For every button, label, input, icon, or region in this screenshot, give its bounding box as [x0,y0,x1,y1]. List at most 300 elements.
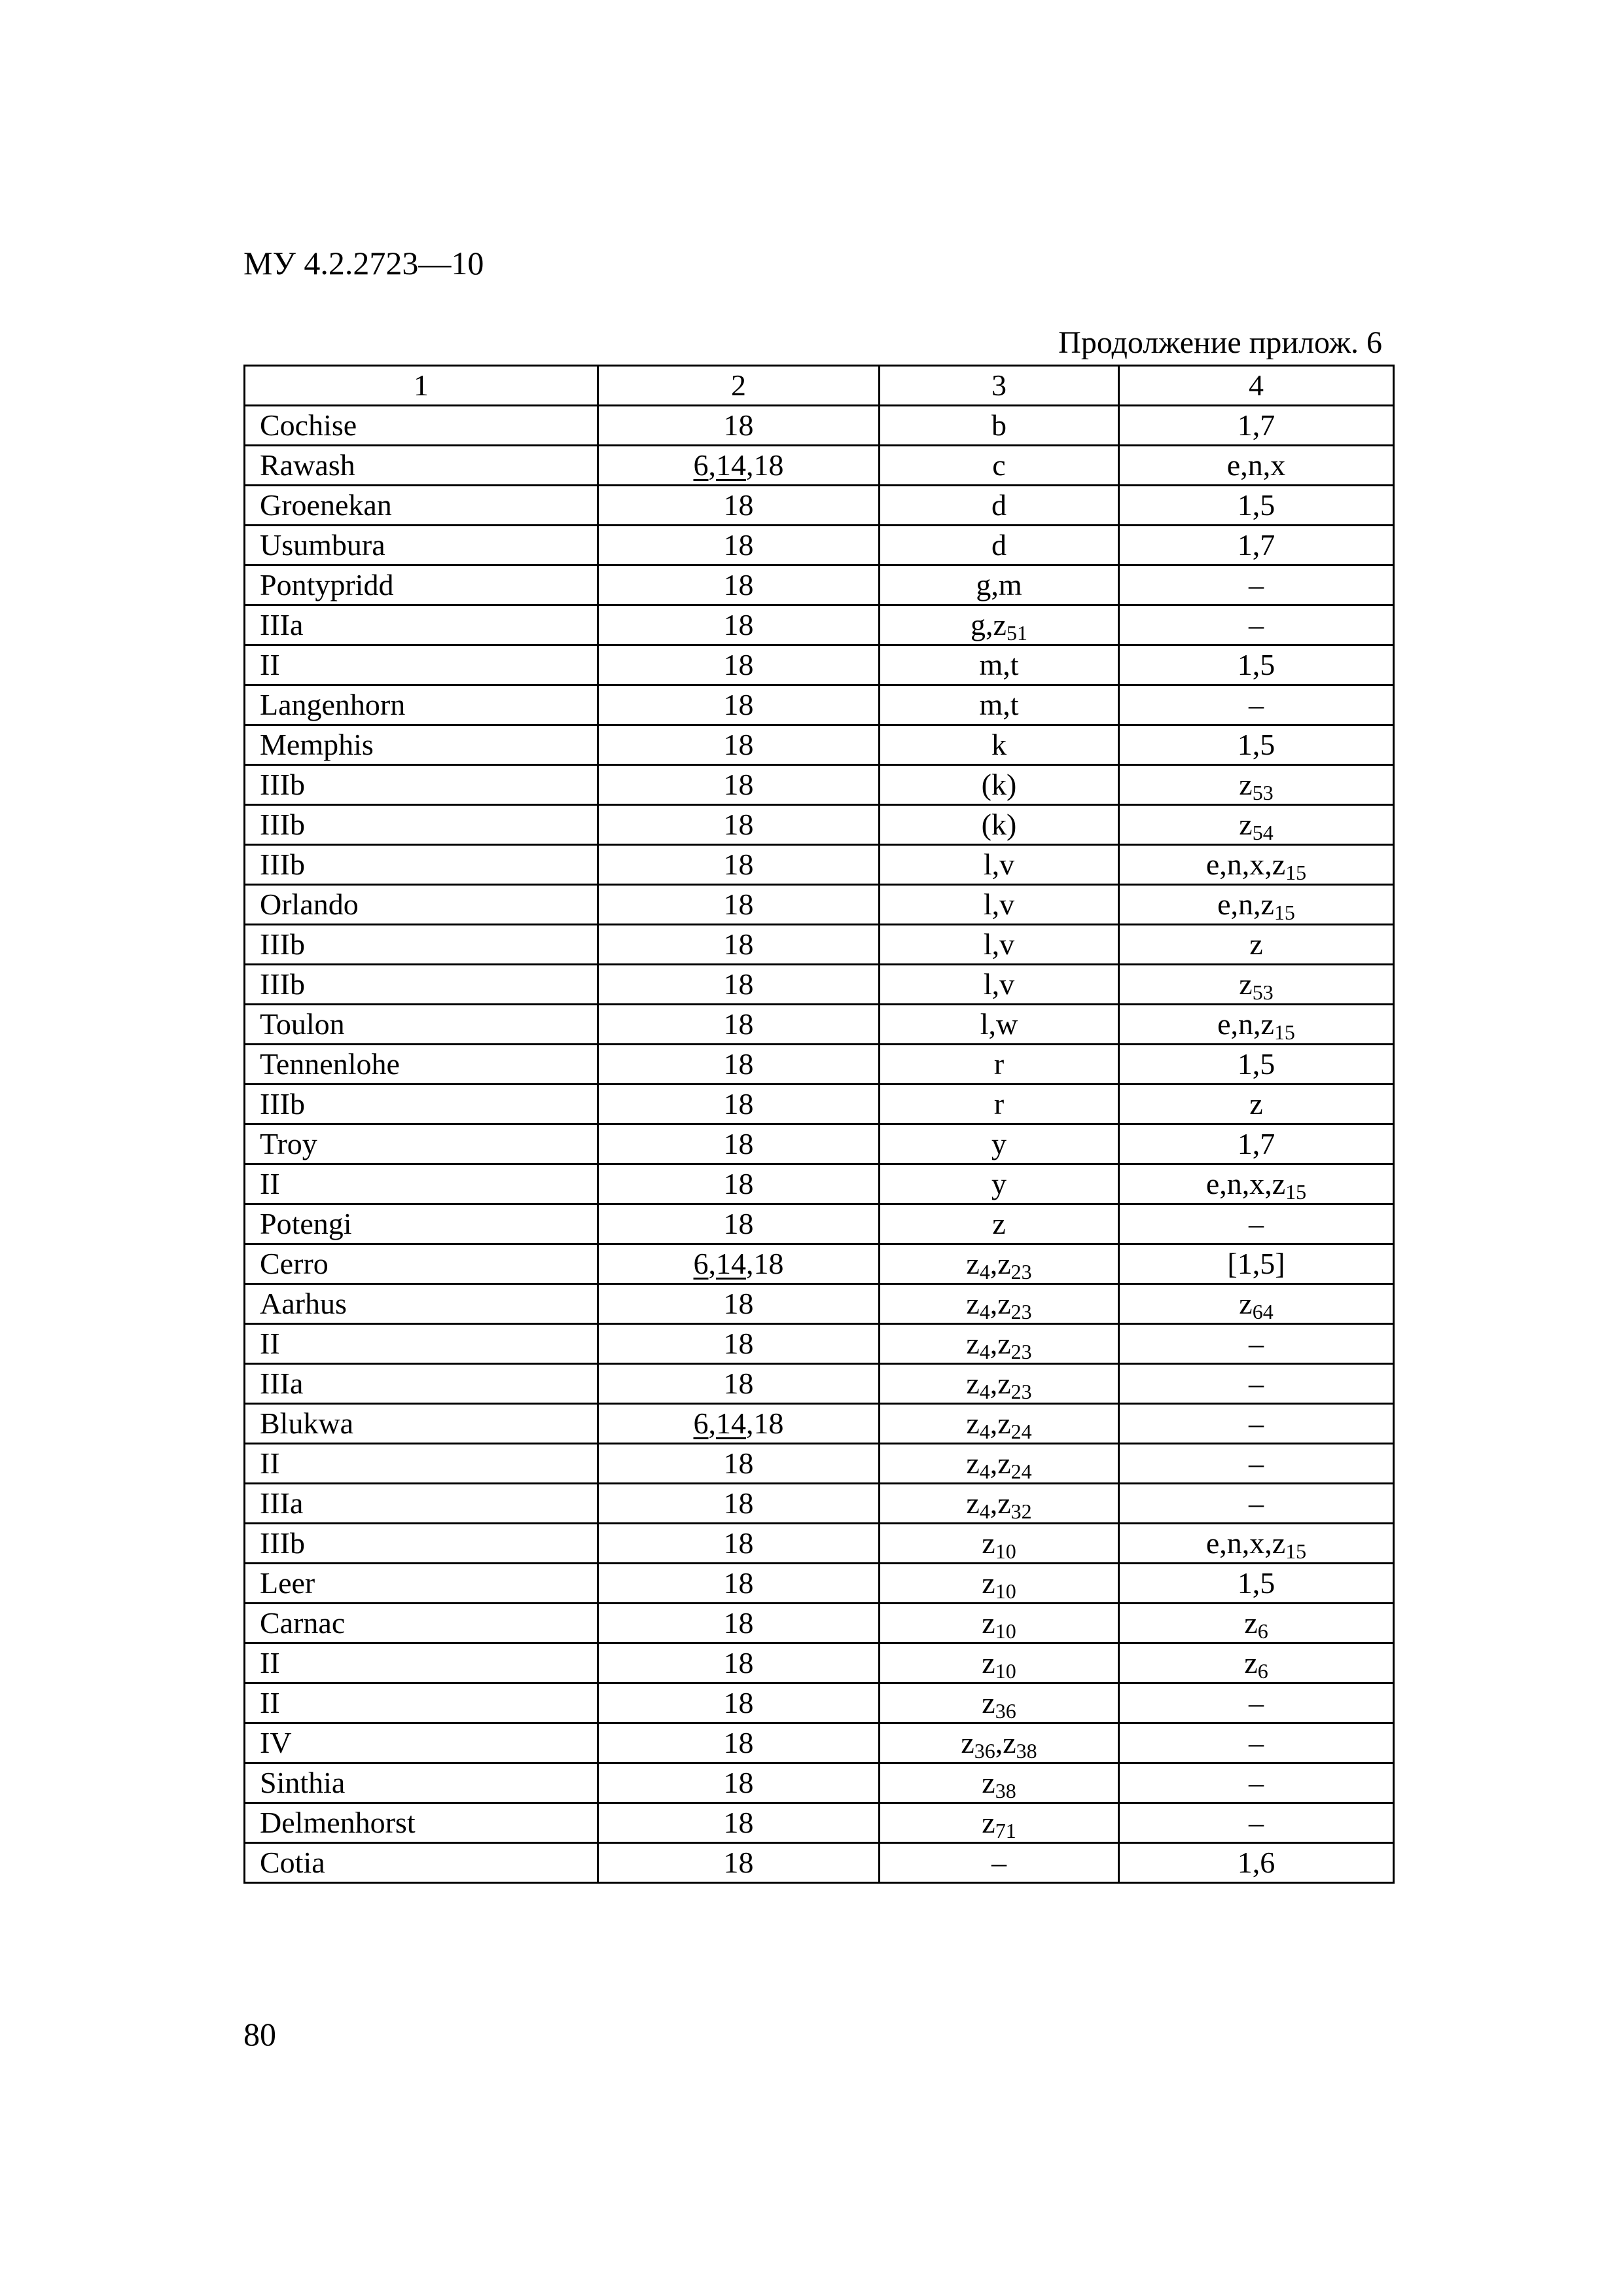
table-row [245,725,1394,765]
cell-text: 1,7 [1237,528,1275,562]
cell-text: 18 [723,1486,754,1520]
serovar-name-cell: Sinthia [245,1763,598,1803]
cell-text: 18 [723,1007,754,1041]
subscript-text: 15 [1285,1539,1307,1563]
h-antigen-phase2-cell [1119,925,1394,965]
cell-text: z [992,1207,1006,1240]
serovar-name-cell: Potengi [245,1204,598,1244]
cell-text: z [1244,1646,1258,1679]
cell-text: z [1244,1606,1258,1640]
o-antigen-cell [598,1763,880,1803]
o-antigen-cell [598,605,880,645]
cell-text: 18 [723,1446,754,1480]
h-antigen-phase1-cell [880,645,1119,685]
serovar-name-cell: Cerro [245,1244,598,1284]
cell-text: – [1249,1327,1264,1360]
o-antigen-cell [598,486,880,526]
o-antigen-cell [598,645,880,685]
cell-text: 18 [723,1047,754,1081]
cell-text: 1,5 [1237,648,1275,681]
cell-text: g,z [971,608,1007,641]
h-antigen-phase1-cell [880,1604,1119,1643]
cell-text: – [1249,1367,1264,1400]
h-antigen-phase2-cell [1119,965,1394,1005]
cell-text: – [1249,568,1264,601]
cell-text: b [991,408,1007,442]
cell-text: ,18 [746,448,784,482]
serovar-name-cell: IIIb [245,765,598,805]
h-antigen-phase1-cell [880,1803,1119,1843]
cell-text: y [991,1167,1007,1200]
serovar-name-cell: IIIa [245,1364,598,1404]
table-row [245,1803,1394,1843]
table-row [245,1085,1394,1124]
cell-text: 18 [723,488,754,522]
h-antigen-phase2-cell [1119,1604,1394,1643]
underlined-text: 6 [693,448,709,482]
serovar-name-cell: II [245,1683,598,1723]
o-antigen-cell [598,406,880,446]
subscript-text: 10 [995,1539,1016,1563]
h-antigen-phase1-cell [880,1204,1119,1244]
table-row [245,446,1394,486]
cell-text: m,t [979,688,1019,721]
table-row [245,406,1394,446]
cell-text: 1,6 [1237,1846,1275,1879]
o-antigen-cell [598,1683,880,1723]
h-antigen-phase1-cell [880,1843,1119,1883]
o-antigen-cell [598,1643,880,1683]
cell-text: e,n,z [1217,888,1274,921]
table-row [245,1524,1394,1564]
table-row [245,805,1394,845]
table-row [245,1843,1394,1883]
h-antigen-phase2-cell [1119,1284,1394,1324]
page-number: 80 [243,2016,276,2053]
cell-text: 18 [723,1806,754,1839]
underlined-text: 14 [716,1407,746,1440]
serovar-name-cell: IIIb [245,965,598,1005]
serovar-name-cell: IIIb [245,1524,598,1564]
underlined-text: 14 [716,1247,746,1280]
subscript-text: 4 [979,1300,990,1323]
h-antigen-phase1-cell [880,685,1119,725]
cell-text: z [1239,768,1253,801]
cell-text: – [1249,1446,1264,1480]
cell-text: y [991,1127,1007,1160]
cell-text: 1,5 [1237,488,1275,522]
cell-text: z [982,1646,995,1679]
cell-text: e,n,x,z [1205,848,1286,881]
h-antigen-phase1-cell [880,1164,1119,1204]
h-antigen-phase2-cell [1119,1643,1394,1683]
cell-text: , [708,1247,716,1280]
table-row [245,925,1394,965]
cell-text: 1,7 [1237,408,1275,442]
h-antigen-phase2-cell [1119,1803,1394,1843]
o-antigen-cell [598,1085,880,1124]
table-row [245,486,1394,526]
table-row [245,1124,1394,1164]
h-antigen-phase1-cell [880,1484,1119,1524]
cell-text: z [1249,927,1263,961]
table-row [245,1284,1394,1324]
h-antigen-phase2-cell [1119,406,1394,446]
cell-text: z [966,1327,980,1360]
o-antigen-cell [598,925,880,965]
cell-text: z [966,1486,980,1520]
subscript-text: 10 [995,1619,1016,1643]
o-antigen-cell [598,1803,880,1843]
serovar-name-cell: Memphis [245,725,598,765]
table-row [245,605,1394,645]
cell-text: (k) [981,768,1017,801]
cell-text: l,w [980,1007,1018,1041]
cell-text: z [1239,808,1253,841]
o-antigen-cell [598,1484,880,1524]
table-row [245,1404,1394,1444]
serovar-name-cell: IIIb [245,845,598,885]
cell-text: – [1249,1407,1264,1440]
subscript-text: 36 [974,1739,995,1763]
cell-text: – [1249,1207,1264,1240]
serovar-name-cell: II [245,1643,598,1683]
h-antigen-phase2-cell [1119,446,1394,486]
subscript-text: 71 [995,1819,1016,1842]
cell-text: z [966,1367,980,1400]
cell-text: z [982,1766,995,1799]
subscript-text: 6 [1257,1619,1268,1643]
h-antigen-phase1-cell [880,1524,1119,1564]
h-antigen-phase2-cell [1119,1683,1394,1723]
cell-text: – [1249,1766,1264,1799]
cell-text: 18 [723,1566,754,1600]
h-antigen-phase2-cell [1119,1484,1394,1524]
cell-text: (k) [981,808,1017,841]
o-antigen-cell [598,1843,880,1883]
h-antigen-phase2-cell [1119,1723,1394,1763]
cell-text: e,n,x,z [1205,1526,1286,1560]
cell-text: z [982,1806,995,1839]
h-antigen-phase2-cell [1119,1444,1394,1484]
cell-text: 18 [723,768,754,801]
o-antigen-cell [598,1204,880,1244]
o-antigen-cell [598,1164,880,1204]
table-row [245,1244,1394,1284]
subscript-text: 51 [1006,621,1027,645]
h-antigen-phase1-cell [880,805,1119,845]
subscript-text: 15 [1274,901,1295,924]
h-antigen-phase1-cell [880,1643,1119,1683]
cell-text: ,18 [746,1407,784,1440]
cell-text: ,z [990,1247,1011,1280]
o-antigen-cell [598,1324,880,1364]
cell-text: z [982,1606,995,1640]
cell-text: – [1249,608,1264,641]
subscript-text: 53 [1252,781,1274,804]
cell-text: 18 [723,1686,754,1719]
serovar-name-cell: Rawash [245,446,598,486]
table-row [245,1324,1394,1364]
h-antigen-phase2-cell [1119,1124,1394,1164]
cell-text: 18 [723,1087,754,1121]
h-antigen-phase1-cell [880,1005,1119,1045]
cell-text: 18 [723,848,754,881]
o-antigen-cell [598,805,880,845]
cell-text: 18 [723,1606,754,1640]
serovar-name-cell: II [245,1444,598,1484]
subscript-text: 23 [1010,1340,1032,1363]
h-antigen-phase1-cell [880,446,1119,486]
continuation-label: Продолжение прилож. 6 [1058,325,1382,360]
table-row [245,1164,1394,1204]
h-antigen-phase2-cell [1119,1244,1394,1284]
h-antigen-phase2-cell [1119,805,1394,845]
table-header [245,366,1394,406]
serovar-name-cell: Toulon [245,1005,598,1045]
h-antigen-phase2-cell [1119,1045,1394,1085]
cell-text: , [708,448,716,482]
cell-text: z [982,1566,995,1600]
o-antigen-cell [598,1124,880,1164]
h-antigen-phase1-cell [880,1244,1119,1284]
cell-text: l,v [983,888,1015,921]
underlined-text: 6 [693,1247,709,1280]
h-antigen-phase1-cell [880,765,1119,805]
header-cell-4: 4 [1119,366,1394,406]
cell-text: 18 [723,888,754,921]
cell-text: ,18 [746,1247,784,1280]
h-antigen-phase1-cell [880,885,1119,925]
subscript-text: 10 [995,1659,1016,1683]
subscript-text: 24 [1010,1420,1032,1443]
serovar-name-cell: II [245,1324,598,1364]
cell-text: – [1249,1806,1264,1839]
cell-text: z [966,1247,980,1280]
h-antigen-phase2-cell [1119,1364,1394,1404]
header-row [245,366,1394,406]
o-antigen-cell [598,446,880,486]
serovar-name-cell: Langenhorn [245,685,598,725]
cell-text: 18 [723,608,754,641]
table-row [245,1604,1394,1643]
o-antigen-cell [598,965,880,1005]
cell-text: g,m [976,568,1022,601]
h-antigen-phase1-cell [880,1723,1119,1763]
h-antigen-phase2-cell [1119,526,1394,565]
cell-text: 18 [723,408,754,442]
cell-text: 18 [723,927,754,961]
underlined-text: 14 [716,448,746,482]
subscript-text: 6 [1257,1659,1268,1683]
serovar-name-cell: IIIb [245,925,598,965]
h-antigen-phase1-cell [880,1124,1119,1164]
table-row [245,526,1394,565]
h-antigen-phase2-cell [1119,845,1394,885]
cell-text: 18 [723,1526,754,1560]
subscript-text: 15 [1274,1020,1295,1044]
table-row [245,965,1394,1005]
h-antigen-phase1-cell [880,845,1119,885]
serovar-table [243,365,1395,1884]
h-antigen-phase1-cell [880,925,1119,965]
h-antigen-phase1-cell [880,1404,1119,1444]
header-cell-2: 2 [598,366,880,406]
cell-text: 18 [723,1726,754,1759]
table-row [245,1444,1394,1484]
subscript-text: 4 [979,1499,990,1523]
cell-text: ,z [990,1486,1011,1520]
o-antigen-cell [598,765,880,805]
subscript-text: 23 [1010,1380,1032,1403]
subscript-text: 15 [1285,1180,1307,1204]
o-antigen-cell [598,845,880,885]
cell-text: ,z [990,1327,1011,1360]
h-antigen-phase2-cell [1119,1524,1394,1564]
h-antigen-phase1-cell [880,406,1119,446]
table-body [245,406,1394,1883]
cell-text: z [1249,1087,1263,1121]
table-row [245,1564,1394,1604]
cell-text: d [991,528,1007,562]
cell-text: ,z [990,1407,1011,1440]
header-cell-1: 1 [245,366,598,406]
document-code: МУ 4.2.2723—10 [243,245,484,281]
o-antigen-cell [598,885,880,925]
table-row [245,1005,1394,1045]
subscript-text: 64 [1252,1300,1274,1323]
cell-text: 18 [723,688,754,721]
cell-text: ,z [990,1446,1011,1480]
subscript-text: 4 [979,1420,990,1443]
o-antigen-cell [598,1524,880,1564]
serovar-name-cell: Delmenhorst [245,1803,598,1843]
cell-text: 18 [723,1646,754,1679]
subscript-text: 4 [979,1380,990,1403]
cell-text: d [991,488,1007,522]
table-row [245,1204,1394,1244]
h-antigen-phase1-cell [880,1284,1119,1324]
cell-text: 18 [723,728,754,761]
h-antigen-phase2-cell [1119,486,1394,526]
o-antigen-cell [598,1444,880,1484]
subscript-text: 53 [1252,980,1274,1004]
serovar-name-cell: Carnac [245,1604,598,1643]
cell-text: 1,7 [1237,1127,1275,1160]
subscript-text: 4 [979,1460,990,1483]
cell-text: c [992,448,1006,482]
subscript-text: 23 [1010,1260,1032,1283]
o-antigen-cell [598,725,880,765]
cell-text: 1,5 [1237,728,1275,761]
table-row [245,685,1394,725]
h-antigen-phase1-cell [880,1085,1119,1124]
subscript-text: 4 [979,1260,990,1283]
h-antigen-phase2-cell [1119,685,1394,725]
serovar-name-cell: IIIb [245,805,598,845]
cell-text: – [1249,1686,1264,1719]
h-antigen-phase1-cell [880,1564,1119,1604]
cell-text: z [1239,1287,1253,1320]
table-row [245,765,1394,805]
subscript-text: 24 [1010,1460,1032,1483]
serovar-name-cell: Troy [245,1124,598,1164]
serovar-name-cell: Blukwa [245,1404,598,1444]
cell-text: r [993,1047,1005,1081]
cell-text: e,n,z [1217,1007,1274,1041]
serovar-name-cell: Leer [245,1564,598,1604]
table-row [245,1683,1394,1723]
serovar-name-cell: Groenekan [245,486,598,526]
cell-text: – [1249,1486,1264,1520]
o-antigen-cell [598,1005,880,1045]
cell-text: l,v [983,848,1015,881]
cell-text: z [982,1526,995,1560]
h-antigen-phase2-cell [1119,1324,1394,1364]
table-row [245,565,1394,605]
h-antigen-phase2-cell [1119,1763,1394,1803]
h-antigen-phase2-cell [1119,565,1394,605]
cell-text: z [966,1407,980,1440]
cell-text: 18 [723,1367,754,1400]
cell-text: 18 [723,967,754,1001]
table-row [245,1484,1394,1524]
serovar-name-cell: Aarhus [245,1284,598,1324]
h-antigen-phase1-cell [880,526,1119,565]
serovar-name-cell: Cotia [245,1843,598,1883]
h-antigen-phase1-cell [880,1324,1119,1364]
cell-text: 18 [723,528,754,562]
h-antigen-phase2-cell [1119,1005,1394,1045]
cell-text: 1,5 [1237,1566,1275,1600]
cell-text: z [961,1726,974,1759]
cell-text: ,z [990,1367,1011,1400]
cell-text: ,z [995,1726,1016,1759]
table-row [245,1045,1394,1085]
h-antigen-phase2-cell [1119,1204,1394,1244]
cell-text: l,v [983,927,1015,961]
serovar-name-cell: Tennenlohe [245,1045,598,1085]
cell-text: z [1239,967,1253,1001]
o-antigen-cell [598,685,880,725]
serovar-name-cell: IIIb [245,1085,598,1124]
serovar-name-cell: IIIa [245,1484,598,1524]
cell-text: 18 [723,1127,754,1160]
h-antigen-phase1-cell [880,486,1119,526]
h-antigen-phase2-cell [1119,1564,1394,1604]
cell-text: [1,5] [1227,1247,1285,1280]
h-antigen-phase2-cell [1119,1164,1394,1204]
cell-text: e,n,x,z [1205,1167,1286,1200]
subscript-text: 15 [1285,861,1307,884]
table-row [245,845,1394,885]
subscript-text: 23 [1010,1300,1032,1323]
h-antigen-phase1-cell [880,605,1119,645]
table-row [245,645,1394,685]
subscript-text: 38 [995,1779,1016,1803]
subscript-text: 54 [1252,821,1274,844]
o-antigen-cell [598,1284,880,1324]
o-antigen-cell [598,1364,880,1404]
h-antigen-phase2-cell [1119,605,1394,645]
o-antigen-cell [598,1045,880,1085]
h-antigen-phase2-cell [1119,725,1394,765]
cell-text: – [1249,1726,1264,1759]
cell-text: 18 [723,808,754,841]
h-antigen-phase2-cell [1119,765,1394,805]
o-antigen-cell [598,1604,880,1643]
h-antigen-phase1-cell [880,1763,1119,1803]
